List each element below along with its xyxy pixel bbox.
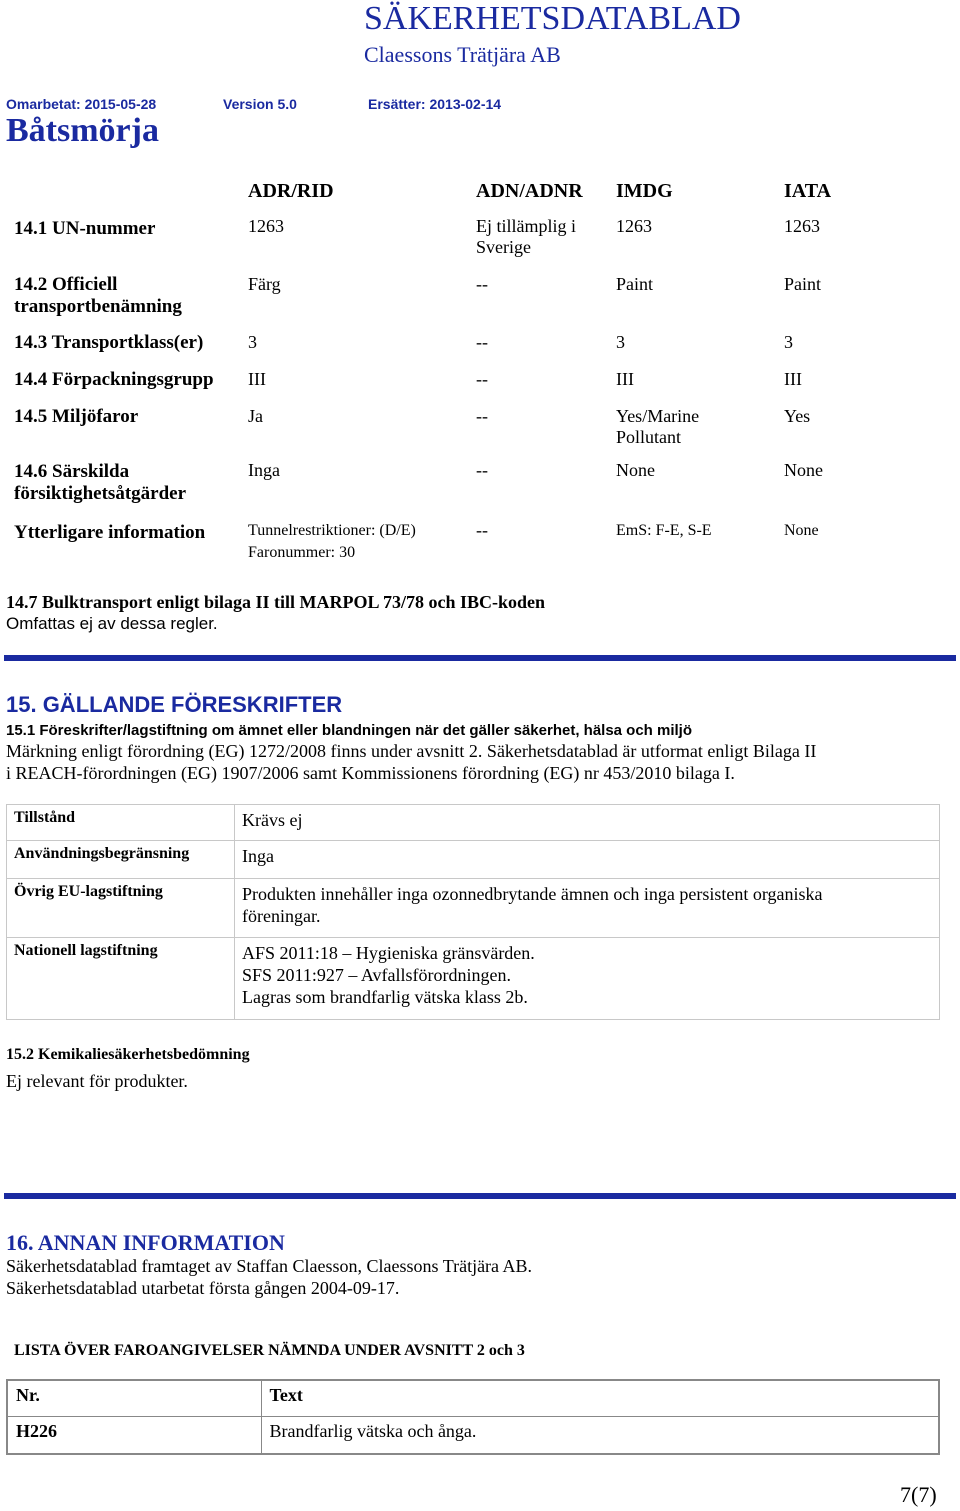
section-divider	[4, 1193, 956, 1199]
cell-adr-hazard-number: Faronummer: 30	[248, 544, 356, 561]
cell-iata-env: Yes	[784, 406, 811, 426]
cell-adr-class: 3	[248, 332, 257, 352]
cell-adr-packing: III	[248, 369, 266, 389]
row-label-shipping-name: 14.2 Officiell transportbenämning	[14, 274, 182, 317]
page-number: 7(7)	[900, 1482, 937, 1507]
cell-iata-name: Paint	[784, 274, 822, 294]
reg-value-national	[235, 938, 940, 1020]
row-label-packing-group: 14.4 Förpackningsgrupp	[14, 369, 214, 390]
cell-adn-precautions: --	[476, 460, 488, 480]
col-header-adn: ADN/ADNR	[476, 180, 583, 202]
cell-imdg-additional: EmS: F-E, S-E	[616, 522, 712, 539]
table-row	[7, 1380, 939, 1416]
row-label-additional-info: Ytterligare information	[14, 522, 206, 543]
row-label-class: 14.3 Transportklass(er)	[14, 332, 204, 353]
reg-value-permit: Krävs ej	[235, 805, 940, 841]
cell-adr-env: Ja	[248, 406, 263, 426]
reg-label-restriction: Användningsbegränsning	[7, 841, 235, 879]
cell-iata-packing: III	[784, 369, 802, 389]
row-label-un-number: 14.1 UN-nummer	[14, 218, 156, 239]
reg-value-restriction: Inga	[235, 841, 940, 879]
section-16-title: 16. ANNAN INFORMATION	[6, 1230, 285, 1255]
regulation-table	[6, 804, 940, 1020]
table-row	[7, 841, 940, 879]
section-16-line1: Säkerhetsdatablad framtaget av Staffan Claesson, Claessons Trätjära AB.	[6, 1256, 533, 1276]
section-divider	[4, 655, 956, 661]
section-15-2-title: 15.2 Kemikaliesäkerhetsbedömning	[6, 1046, 250, 1063]
table-row	[7, 1416, 939, 1454]
cell-imdg-class: 3	[616, 332, 625, 352]
version-label: Version 5.0	[223, 96, 297, 112]
table-row	[7, 805, 940, 841]
reg-label-national: Nationell lagstiftning	[7, 938, 235, 1020]
reg-value-eu-line1: Produkten innehåller inga ozonnedbrytande ämnen och inga persistent organiska	[242, 884, 823, 904]
cell-imdg-name: Paint	[616, 274, 654, 294]
hazard-list-title: LISTA ÖVER FAROANGIVELSER NÄMNDA UNDER AVSNITT 2 och 3	[14, 1342, 525, 1359]
cell-iata-un: 1263	[784, 216, 820, 236]
cell-iata-precautions: None	[784, 460, 823, 480]
col-header-imdg: IMDG	[616, 180, 673, 202]
cell-adn-name: --	[476, 274, 488, 294]
reg-value-national-line1: AFS 2011:18 – Hygieniska gränsvärden.	[242, 943, 535, 963]
table-row	[7, 938, 940, 1020]
row-label-special-precautions: 14.6 Särskilda försiktighetsåtgärder	[14, 461, 187, 504]
cell-adr-tunnel: Tunnelrestriktioner: (D/E)	[248, 522, 416, 539]
cell-adr-precautions: Inga	[248, 460, 280, 480]
section-15-1-title: 15.1 Föreskrifter/lagstiftning om ämnet eller blandningen när det gäller säkerhet, hälsa och miljö	[6, 722, 693, 739]
document-title: SÄKERHETSDATABLAD	[364, 0, 741, 37]
section-15-2-text: Ej relevant för produkter.	[6, 1071, 188, 1091]
cell-imdg-env: Yes/Marine Pollutant	[616, 406, 700, 447]
cell-imdg-precautions: None	[616, 460, 655, 480]
cell-adn-class: --	[476, 332, 488, 352]
cell-iata-class: 3	[784, 332, 793, 352]
cell-imdg-un: 1263	[616, 216, 652, 236]
col-header-iata: IATA	[784, 180, 832, 202]
cell-adn-env: --	[476, 406, 488, 426]
section-15-1-line2: i REACH-förordningen (EG) 1907/2006 samt Kommissionens förordning (EG) nr 453/2010 bilaga I.	[6, 763, 735, 783]
bulk-transport-title: 14.7 Bulktransport enligt bilaga II till MARPOL 73/78 och IBC-koden	[6, 592, 546, 612]
cell-imdg-packing: III	[616, 369, 634, 389]
hazard-text: Brandfarlig vätska och ånga.	[261, 1416, 939, 1454]
company-name: Claessons Trätjära AB	[364, 42, 561, 67]
table-row	[7, 879, 940, 938]
section-15-1-line1: Märkning enligt förordning (EG) 1272/2008 finns under avsnitt 2. Säkerhetsdatablad är utformat enligt Bilaga II	[6, 741, 817, 761]
section-16-line2: Säkerhetsdatablad utarbetat första gången 2004-09-17.	[6, 1278, 400, 1298]
reg-value-eu	[235, 879, 940, 938]
cell-adn-packing: --	[476, 369, 488, 389]
col-header-adr: ADR/RID	[248, 180, 334, 202]
cell-adn-un: Ej tillämplig i Sverige	[476, 216, 576, 257]
section-15-title: 15. GÄLLANDE FÖRESKRIFTER	[6, 692, 343, 717]
cell-iata-additional: None	[784, 522, 819, 539]
reg-label-eu: Övrig EU-lagstiftning	[7, 879, 235, 938]
hazard-header-text: Text	[261, 1380, 939, 1416]
replaces-date: Ersätter: 2013-02-14	[368, 96, 502, 112]
reg-value-national-line3: Lagras som brandfarlig vätska klass 2b.	[242, 987, 528, 1007]
cell-adr-un: 1263	[248, 216, 284, 236]
reg-label-permit: Tillstånd	[7, 805, 235, 841]
row-label-env-hazards: 14.5 Miljöfaror	[14, 406, 139, 427]
bulk-transport-text: Omfattas ej av dessa regler.	[6, 614, 218, 633]
reg-value-national-line2: SFS 2011:927 – Avfallsförordningen.	[242, 965, 511, 985]
hazard-statement-table	[6, 1379, 940, 1455]
cell-adr-name: Färg	[248, 274, 281, 294]
cell-adn-additional: --	[476, 520, 488, 540]
product-name: Båtsmörja	[6, 112, 159, 149]
revised-date: Omarbetat: 2015-05-28	[6, 96, 157, 112]
hazard-code: H226	[7, 1416, 261, 1454]
hazard-header-nr: Nr.	[7, 1380, 261, 1416]
reg-value-eu-line2: föreningar.	[242, 906, 321, 926]
